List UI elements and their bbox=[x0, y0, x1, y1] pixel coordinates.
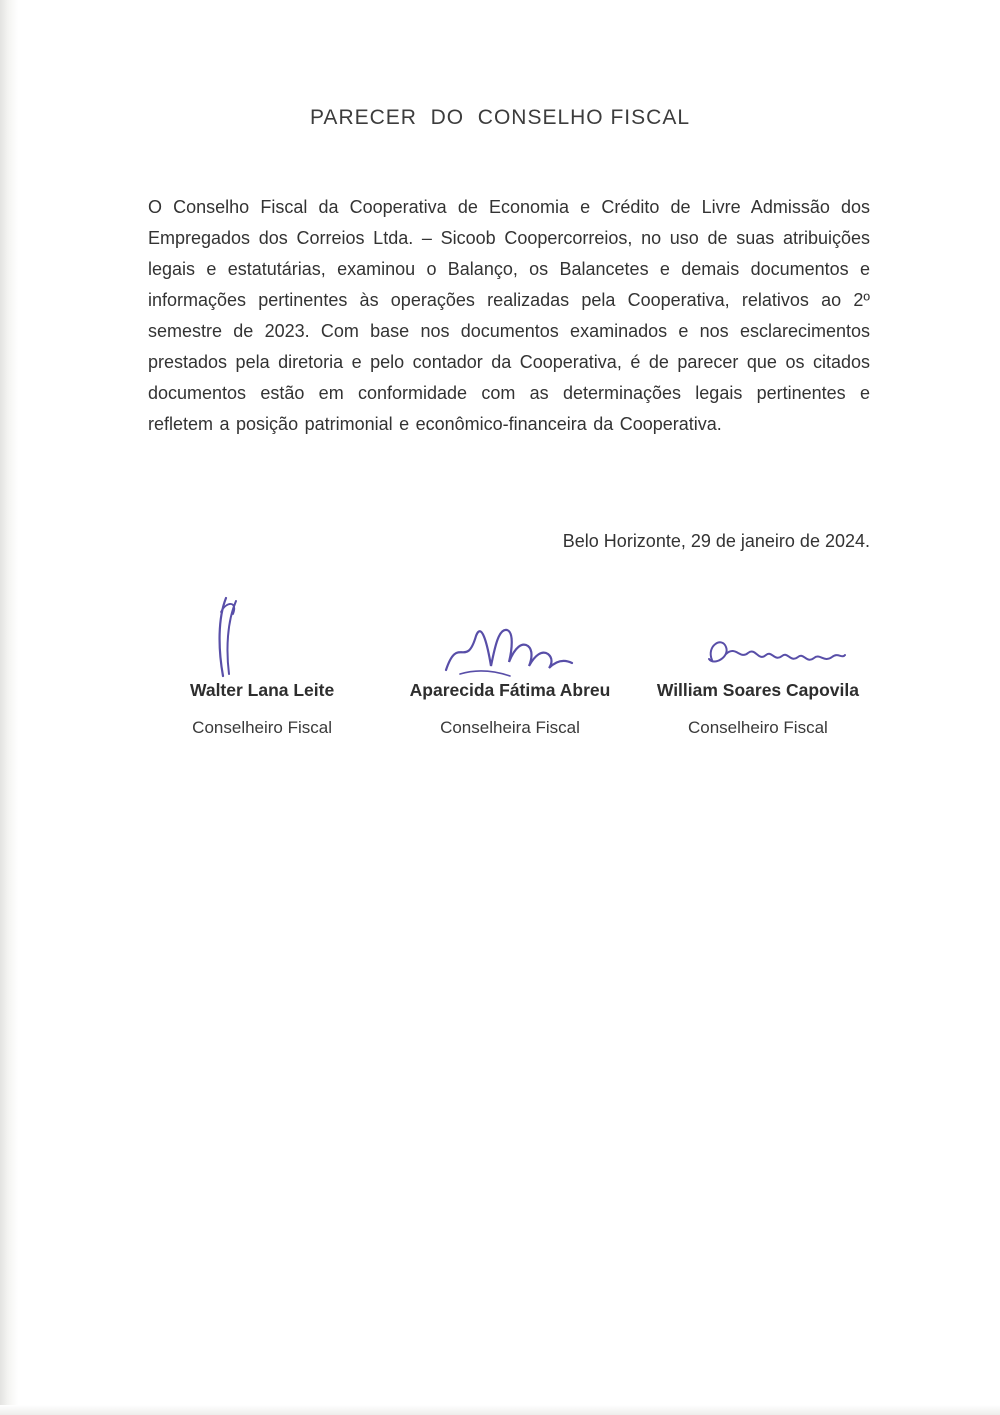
signature-stroke bbox=[460, 671, 510, 676]
signature-ink bbox=[440, 616, 580, 678]
signature-ink bbox=[205, 592, 249, 678]
signature-block bbox=[636, 592, 880, 738]
signature-image bbox=[698, 592, 848, 678]
signatory-name: Walter Lana Leite bbox=[189, 680, 335, 700]
signatory-name: Aparecida Fátima Abreu bbox=[409, 680, 611, 700]
signature-section bbox=[140, 592, 880, 738]
signature-stroke bbox=[446, 630, 572, 670]
signatory-role: Conselheira Fiscal bbox=[440, 718, 580, 737]
signatory-name: William Soares Capovila bbox=[656, 680, 859, 700]
signature-stroke bbox=[228, 601, 237, 674]
signature-block bbox=[388, 592, 632, 738]
signature-stroke bbox=[709, 642, 727, 661]
document-title: PARECER DO CONSELHO FISCAL bbox=[309, 106, 691, 129]
signature-stroke bbox=[726, 651, 845, 660]
date-line: Belo Horizonte, 29 de janeiro de 2024. bbox=[562, 531, 870, 551]
signature-ink bbox=[698, 632, 848, 678]
signature-block bbox=[140, 592, 384, 738]
signatory-role: Conselheiro Fiscal bbox=[192, 718, 333, 737]
signatory-role: Conselheiro Fiscal bbox=[687, 718, 828, 737]
signature-image bbox=[205, 592, 249, 678]
body-paragraph: O Conselho Fiscal da Cooperativa de Economia e Crédito de Livre Admissão dos Empregados dos Correios Ltda. – Sicoob Coopercorreios, no uso de suas atribuições legais e estatutárias, examinou o Balanço, os Balancetes e demais documentos e informações pertinentes às operações realizadas pela Cooperativa, relativos ao 2º semestre de 2023. Com base nos documentos examinados e nos esclarecimentos prestados pela diretoria e pelo contador da Cooperativa, é de parecer que os citados documentos estão em conformidade com as determinações legais pertinentes e refletem a posição patrimonial e econômico-financeira da Cooperativa. bbox=[148, 197, 870, 434]
signature-image bbox=[440, 592, 580, 678]
